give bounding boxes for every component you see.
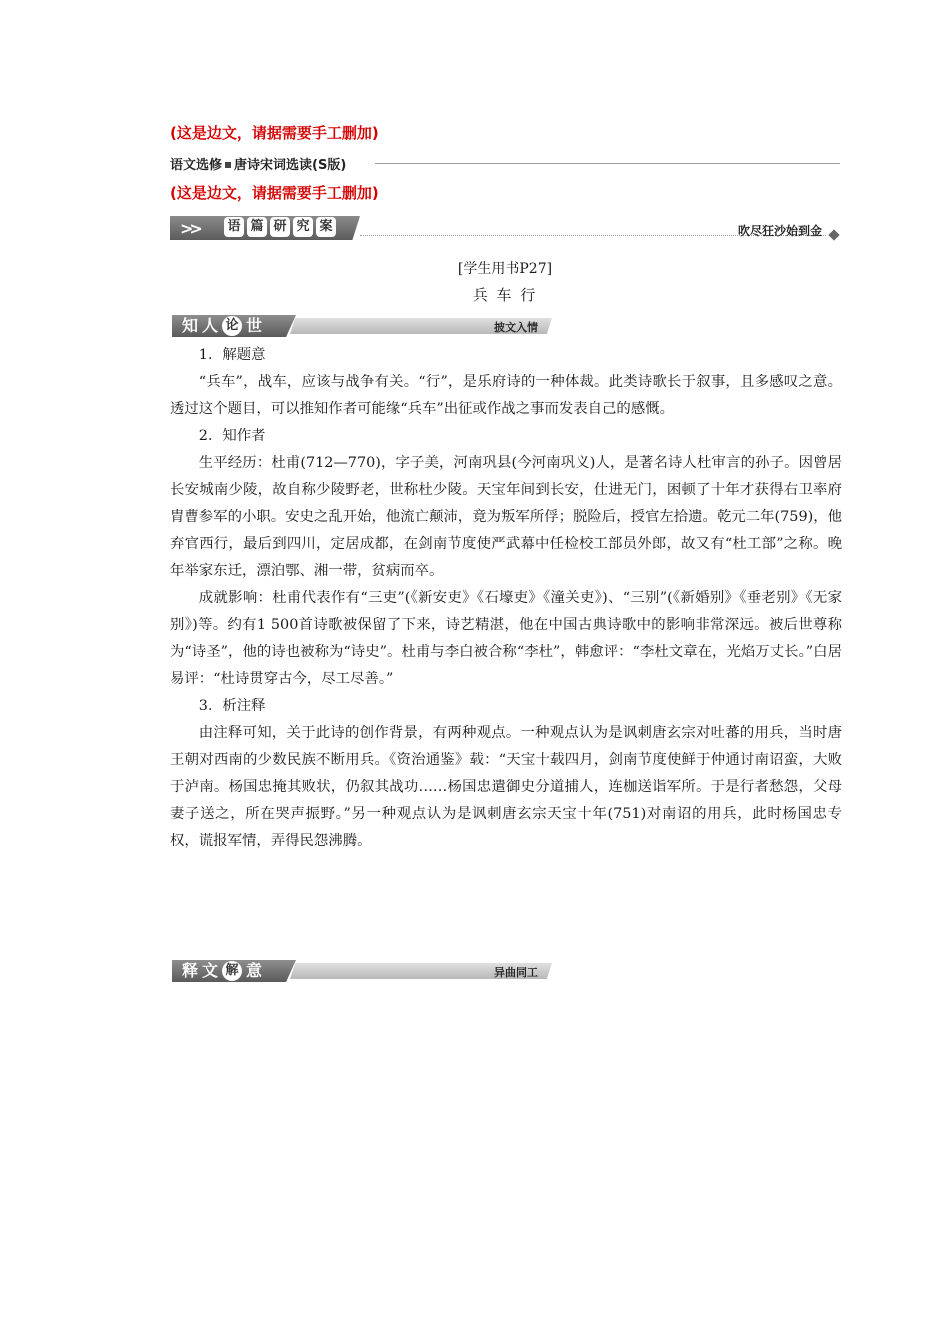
running-header — [170, 154, 840, 172]
section-header-zhirenlunshi — [172, 315, 552, 337]
banner-char: 语 — [224, 217, 244, 237]
chapter-banner — [170, 216, 840, 242]
section-char: 世 — [246, 316, 263, 335]
section-char: 释 — [182, 961, 199, 980]
banner-char: 研 — [270, 217, 290, 237]
article-body — [170, 342, 842, 855]
banner-char: 篇 — [247, 217, 267, 237]
chevron-right-icon: >> — [180, 219, 199, 238]
heading-jietiyi: 1．解题意 — [198, 347, 266, 363]
section-char-circled: 论 — [222, 316, 242, 336]
running-header-subject: 语文选修 — [170, 158, 223, 173]
section-char: 意 — [246, 961, 263, 980]
poem-title: 兵 车 行 — [472, 286, 538, 304]
margin-note-bottom: (这是边文，请据需要手工删加) — [170, 184, 379, 202]
heading-zhizuozhe: 2．知作者 — [198, 428, 266, 444]
banner-title — [224, 217, 336, 237]
diamond-icon — [828, 229, 839, 240]
header-rule — [375, 163, 840, 164]
paragraph-title-meaning: “兵车”，战车，应该与战争有关。“行”，是乐府诗的一种体裁。此类诗歌长于叙事，且多感叹之意。透过这个题目，可以推知作者可能缘“兵车”出征或作战之事而发表自己的感慨。 — [170, 374, 842, 417]
paragraph-influence: 成就影响：杜甫代表作有“三吏”(《新安吏》《石壕吏》《潼关吏》)、“三别”(《新婚别》《垂老别》《无家别》)等。约有1 500首诗歌被保留了下来，诗艺精湛，他在中国古典诗歌中的影响非常深远。被后世尊称为“诗圣”，他的诗也被称为“诗史”。杜甫与李白被合称“李杜”，韩愈评：“李杜文章在，光焰万丈长。”白居易评：“杜诗贯穿古今，尽工尽善。” — [170, 590, 842, 687]
section-title — [182, 960, 262, 982]
section-title — [182, 315, 262, 337]
banner-slogan: 吹尽狂沙始到金 — [737, 224, 822, 238]
heading-xizhushi: 3．析注释 — [198, 698, 266, 714]
paragraph-biography: 生平经历：杜甫(712—770)，字子美，河南巩县(今河南巩义)人，是著名诗人杜审言的孙子。因曾居长安城南少陵，故自称少陵野老，世称杜少陵。天宝年间到长安，仕进无门，困顿了十年才获得右卫率府胄曹参军的小职。安史之乱开始，他流亡颠沛，竟为叛军所俘；脱险后，授官左拾遗。乾元二年(759)，他弃官西行，最后到四川，定居成都，在剑南节度使严武幕中任检校工部员外郎，故又有“杜工部”之称。晚年举家东迁，漂泊鄂、湘一带，贫病而卒。 — [170, 455, 842, 579]
section-char: 文 — [202, 961, 219, 980]
banner-char: 究 — [293, 217, 313, 237]
running-header-book: 唐诗宋词选读(S版) — [234, 158, 347, 173]
book-reference: [学生用书P27] — [457, 261, 553, 277]
margin-note-top: (这是边文，请据需要手工删加) — [170, 124, 379, 142]
section-header-shiwenjieyi — [172, 960, 552, 982]
section-tag: 披文入情 — [494, 321, 538, 334]
paragraph-background: 由注释可知，关于此诗的创作背景，有两种观点。一种观点认为是讽刺唐玄宗对吐蕃的用兵，当时唐王朝对西南的少数民族不断用兵。《资治通鉴》载：“天宝十载四月，剑南节度使鲜于仲通讨南诏蛮，大败于泸南。杨国忠掩其败状，仍叙其战功……杨国忠遣御史分道捕人，连枷送诣军所。于是行者愁怨，父母妻子送之，所在哭声振野。”另一种观点认为是讽刺唐玄宗天宝十年(751)对南诏的用兵，此时杨国忠专权，谎报军情，弄得民怨沸腾。 — [170, 725, 842, 849]
separator-square-icon — [225, 162, 231, 168]
section-char: 人 — [202, 316, 219, 335]
banner-char: 案 — [316, 217, 336, 237]
section-char: 知 — [182, 316, 199, 335]
section-char-circled: 解 — [222, 961, 242, 981]
section-tag: 异曲同工 — [494, 966, 538, 979]
